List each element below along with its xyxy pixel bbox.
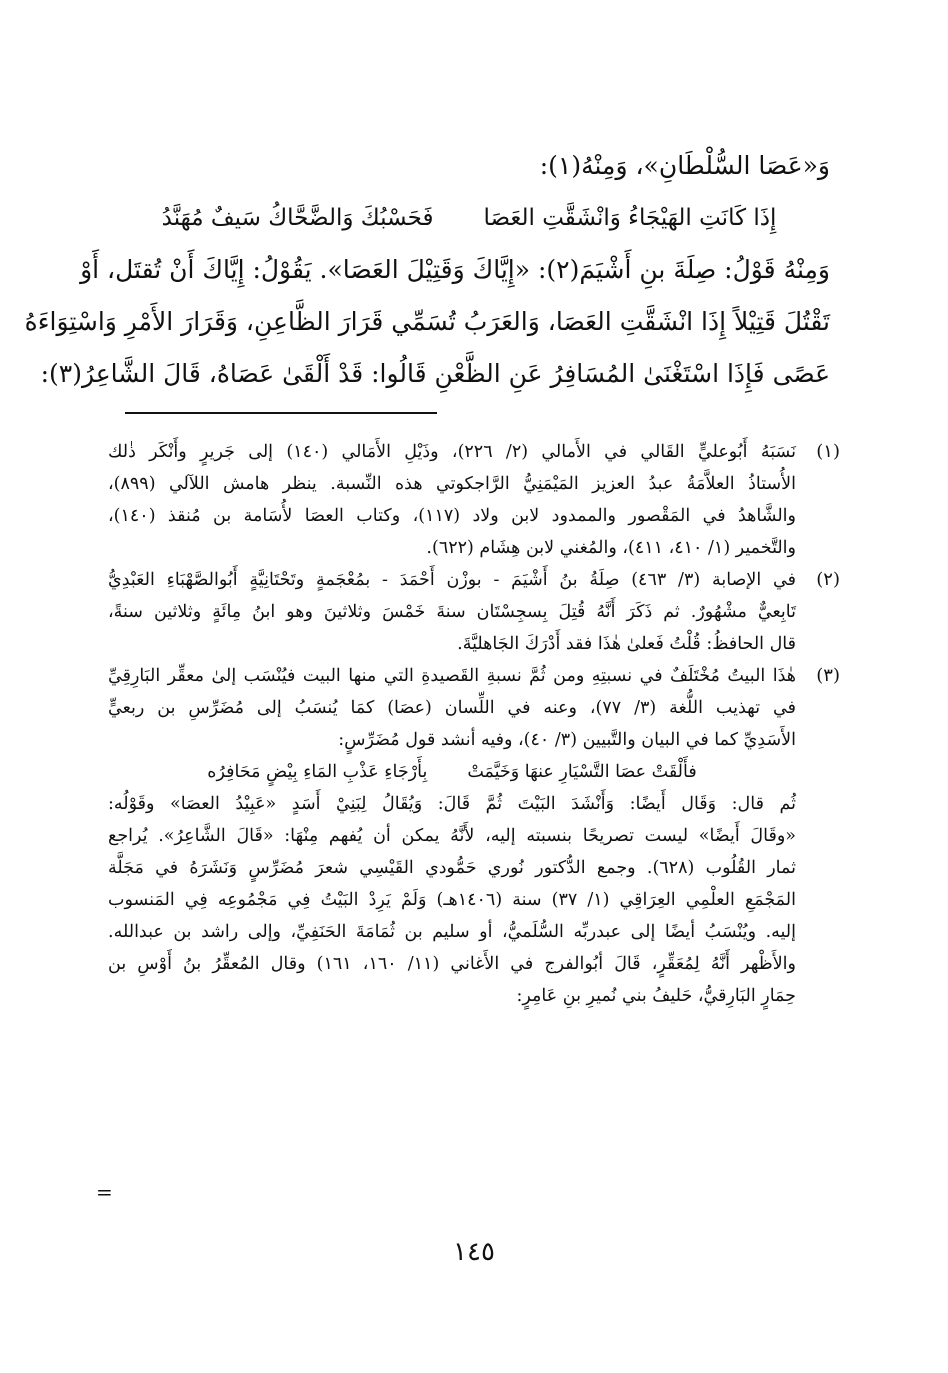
footnotes (108, 436, 840, 1012)
main-line: تَقْتُلَ قَتِيْلاً إِذَا انْشَقَّتِ العَصَا، وَالعَرَبُ تُسَمِّي قَرَارَ الظَّاعِنِ، وَقَرَارَ الأَمْرِ وَاسْتِوَاءَهُ (24, 307, 830, 336)
main-line: عَصًى فَإِذَا اسْتَغْنَىٰ المُسَافِرُ عَنِ الظَّعْنِ قَالُوا: قَدْ أَلْقَىٰ عَصَاهُ، قَالَ الشَّاعِرُ(٣): (40, 359, 830, 388)
footnote-line: ثُم قال: وَقَال أَيضًا: وَأَنْشَدَ البَيْتَ ثُمَّ قَالَ: وَيُقَالُ لِبَنِيْ أَسَدٍ «عَبِيْدُ العصَا» وقَوْلُه: (108, 794, 796, 814)
footnote-number: (١) (816, 441, 840, 462)
continuation-mark: = (96, 1180, 113, 1204)
verse-hemistich: فأَلْقَتْ عصَا التَّسْيَارِ عنهَا وَخَيَّمَتْ (467, 762, 697, 782)
poem-verse (108, 192, 830, 244)
footnote-verse (108, 756, 796, 788)
footnote-line: حِمَارٍ البَارِقيُّ، حَليفُ بني نُميرِ بنِ عَامِرٍ: (516, 986, 796, 1006)
footnote-line: ثمار القُلُوب (٦٢٨). وجمع الدُّكتور نُوري حَمُّودي القَيْسِي شعرَ مُضَرِّسٍ وَنَشَرَهُ في مَجَلَّة (108, 858, 796, 878)
footnote-line: والشَّاهدُ في المَقْصور والممدود لابن ولاد (١١٧)، وكتاب العصَا لأُسَامة بن مُنقذ (١٤٠)، (108, 506, 796, 526)
main-line: وَمِنْهُ قَوْلُ: صِلَةَ بنِ أَشْيَمَ(٢): «إِيَّاكَ وَقَتِيْلَ العَصَا». يَقُوْلُ: إِيَّاكَ أَنْ تُقتَل، أَوْ (80, 255, 830, 284)
footnote-line: والتَّخمير (١/ ٤١٠، ٤١١)، والمُغني لابن هِشَام (٦٢٢). (426, 538, 796, 558)
verse-hemistich: إِذَا كَانَتِ الهَيْجَاءُ وَانْشَقَّتِ العَصَا (483, 205, 777, 231)
footnote-line: المَجْمَعِ العلْمِي العِرَاقِي (١/ ٣٧) سنة (١٤٠٦هـ) وَلَمْ يَرِدْ البَيْتُ فِي مَجْمُوعِه فِي المَنسوب (108, 890, 796, 910)
footnote (108, 436, 840, 564)
footnote-number: (٢) (816, 569, 840, 590)
footnote-line: الأَسَدِيِّ كما في البيان والتَّبيين (٣/ ٤٠)، وفيه أنشد قول مُضَرِّسٍ: (338, 730, 796, 750)
footnote-line: «وقَالَ أَيضًا» ليست تصريحًا بنسبته إليه، لأَنَّهُ يمكن أن يُفهم مِنْهَا: «قَالَ الشَّاعِرُ». يُراجع (108, 826, 796, 846)
footnote-line: والأَظْهر أَنَّهُ لِمُعَقِّرٍ، قَالَ أبُوالفرج في الأَغاني (١١/ ١٦٠، ١٦١) وقال المُعقِّرُ بنُ أَوْسِ بن (108, 954, 796, 974)
footnote-line: هٰذَا البيتُ مُخْتَلَفٌ في نسبتِهِ ومن ثُمَّ نسبةِ القَصيدةِ التي منها البيت فيُنْسَب إلىٰ معقِّر البَارِقِيِّ (108, 666, 796, 686)
footnote (108, 660, 840, 1012)
footnote-line: تَابِعيٌّ مشْهُورٌ. ثم ذَكَرَ أَنَّهُ قُتِلَ بِسجِسْتَان سنةَ خَمْسَ وثلاثينَ وهو ابنُ مِائَةٍ وثلاثين سنةً، (108, 602, 796, 622)
footnote-line: في تهذيب اللُّغة (٣/ ٧٧)، وعنه في اللِّسان (عصَا) كمَا يُنسَبُ إلى مُضَرِّسِ بن ربعيٍّ (108, 698, 796, 718)
footnote-line: قال الحافظُ: قُلْتُ فَعلىٰ هٰذَا فقد أَدْرَكَ الجَاهليَّةَ. (457, 634, 796, 654)
verse-hemistich: فَحَسْبُكَ وَالضَّحَّاكُ سَيفٌ مُهَنَّدُ (161, 205, 434, 231)
footnote-divider (125, 412, 437, 414)
footnote (108, 564, 840, 660)
footnote-number: (٣) (816, 665, 840, 686)
footnote-line: في الإصابة (٣/ ٤٦٣) صِلَةُ بنُ أَشْيَمَ - بوزْن أَحْمَدَ - بمُعْجَمةٍ وتَحْتَانِيَّةٍ أَبُوالصَّهْبَاءِ العَبْدِيُّ (108, 570, 796, 590)
verse-hemistich: بِأَرْجَاءِ عَذْبِ المَاءِ بِيْضٍ مَحَافِرُه (207, 762, 428, 782)
page-number: ١٤٥ (453, 1237, 495, 1267)
main-line: وَ«عَصَا السُّلْطَانِ»، وَمِنْهُ(١): (539, 151, 830, 180)
main-text (24, 140, 830, 400)
footnote-line: الأُستاذُ العلاَّمَةُ عبدُ العزيز المَيْمَنِيُّ الرَّاجكوتي هذه النِّسبة. ينظر هامش اللآلي (٨٩٩)، (108, 474, 796, 494)
footnote-line: نَسَبَهُ أَبُوعليٍّ القَالي في الأَمالي (٢/ ٢٢٦)، وذَيْلِ الأَمَالي (١٤٠) إلى جَريرٍ وأَنْكَر ذٰلك (108, 442, 796, 462)
footnote-line: إليه. ويُنْسَبُ أيضًا إلى عبدربِّه السُّلَميُّ، أو سليم بن ثُمَامَةَ الحَنَفِيِّ، وإلى راشد بن عبدالله. (108, 922, 796, 942)
